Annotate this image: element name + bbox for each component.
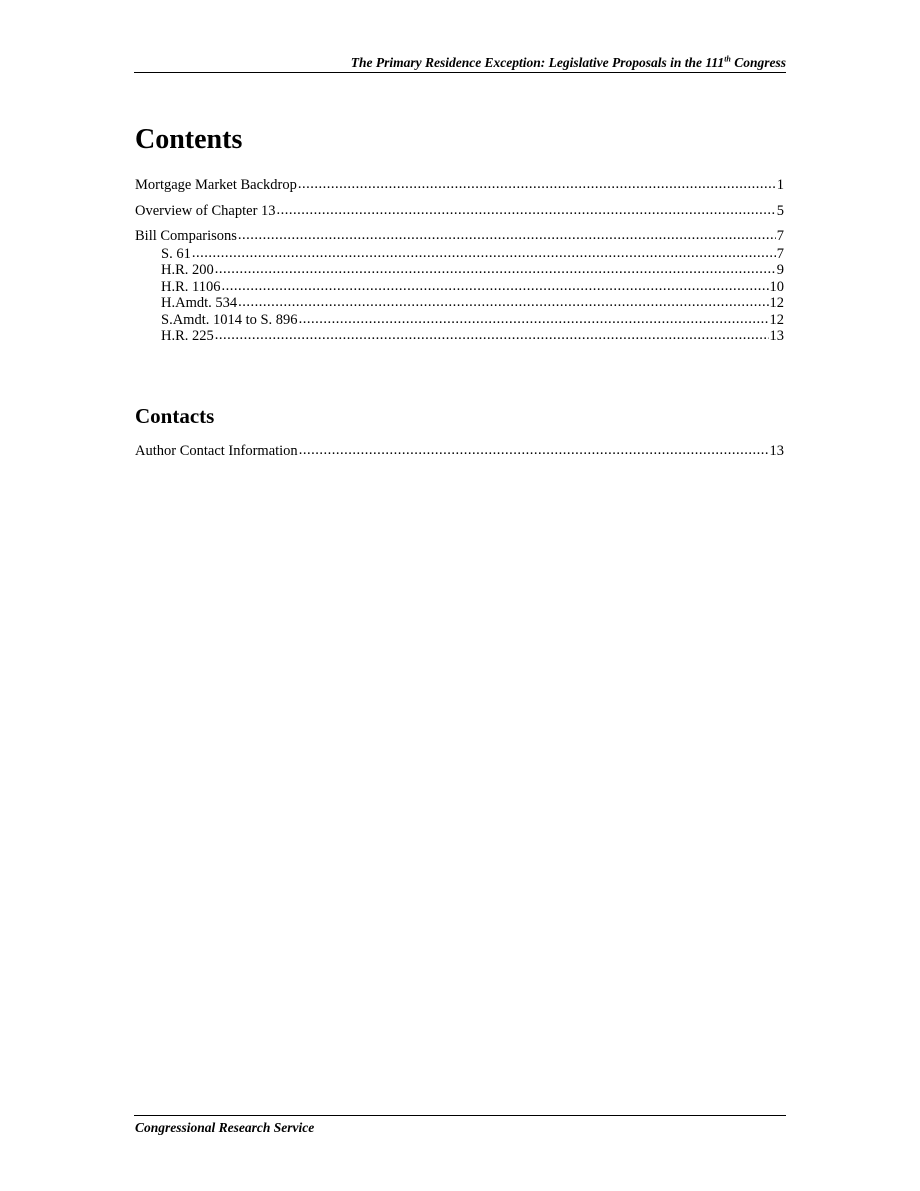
toc-entry-page: 9 [776,262,784,278]
contacts-list [135,443,784,469]
toc-entry-overview-of-chapter-13[interactable] [135,203,784,221]
toc-entry-h-amdt-534[interactable] [135,295,784,312]
toc-entry-s-61[interactable] [135,246,784,263]
header-rule [134,72,786,73]
toc-entry-page: 5 [776,202,784,219]
toc-dot-leader [299,442,769,460]
toc-entry-label: H.Amdt. 534 [161,295,238,311]
toc-entry-label: H.R. 1106 [161,278,221,295]
table-of-contents [135,177,784,345]
toc-entry-s-amdt-1014[interactable] [135,312,784,329]
toc-dot-leader [238,294,768,311]
toc-dot-leader [192,245,776,262]
toc-entry-label: Mortgage Market Backdrop [135,177,297,193]
header-title-end: Congress [730,55,786,70]
toc-dot-leader [299,311,769,328]
toc-entry-page: 13 [769,443,784,459]
toc-entry-label: Bill Comparisons [135,228,237,244]
header-title-superscript: th [724,54,731,64]
toc-dot-leader [215,327,769,344]
toc-entry-hr-200[interactable] [135,262,784,279]
toc-entry-page: 12 [769,311,784,328]
toc-entry-hr-225[interactable] [135,328,784,345]
toc-entry-author-contact-information[interactable] [135,443,784,461]
toc-dot-leader [277,202,776,220]
toc-entry-label: Author Contact Information [135,443,298,459]
running-footer: Congressional Research Service [135,1120,315,1135]
toc-entry-label: S. 61 [161,245,191,262]
contacts-title: Contacts [135,404,215,428]
toc-dot-leader [221,278,768,295]
toc-entry-page: 7 [776,245,784,262]
footer-rule [134,1115,786,1116]
toc-entry-label: Overview of Chapter 13 [135,202,276,219]
toc-entry-page: 7 [776,228,784,244]
toc-entry-mortgage-market-backdrop[interactable] [135,177,784,195]
toc-entry-label: S.Amdt. 1014 to S. 896 [161,311,298,328]
toc-dot-leader [298,176,776,194]
toc-entry-hr-1106[interactable] [135,279,784,296]
toc-dot-leader [215,261,776,278]
toc-dot-leader [238,227,776,245]
toc-entry-page: 1 [776,177,784,193]
toc-entry-bill-comparisons[interactable] [135,228,784,246]
toc-entry-label: H.R. 200 [161,262,214,278]
toc-entry-page: 10 [769,278,784,295]
header-title-main: The Primary Residence Exception: Legislative Proposals in the 111 [350,55,725,70]
toc-entry-label: H.R. 225 [161,328,214,344]
running-header [134,55,786,71]
contents-title: Contents [135,124,243,155]
toc-entry-page: 13 [769,328,784,344]
toc-entry-page: 12 [769,295,784,311]
